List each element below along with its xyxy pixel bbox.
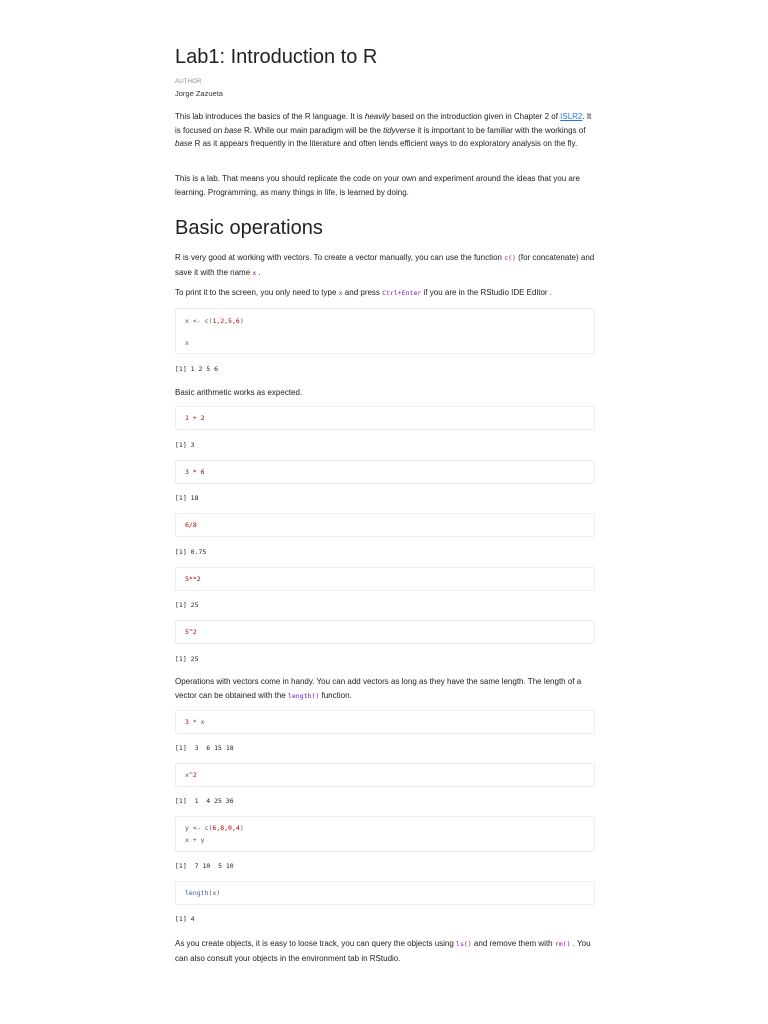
code-block[interactable]: 5**2 xyxy=(175,567,595,591)
code-output: [1] 3 6 15 18 xyxy=(175,744,234,752)
code-block[interactable]: length(x) xyxy=(175,881,595,905)
code-output: [1] 0.75 xyxy=(175,548,207,556)
code-output: [1] 4 xyxy=(175,915,195,923)
paragraph-objects: As you create objects, it is easy to loose track, you can query the objects using ls() and remove them with rm() . You can also consult your objects in the environment tab in RStudio. xyxy=(175,939,591,963)
code-block[interactable]: x^2 xyxy=(175,763,595,787)
code-output: [1] 25 xyxy=(175,601,199,609)
paragraph-vector-ops: Operations with vectors come in handy. You can add vectors as long as they have the same length. The length of a vector can be obtained with the length() function. xyxy=(175,677,582,700)
paragraph-arithmetic: Basic arithmetic works as expected. xyxy=(175,388,303,397)
author-label: AUTHOR xyxy=(175,79,202,85)
section-heading: Basic operations xyxy=(175,217,323,239)
islr2-link[interactable]: ISLR2 xyxy=(560,112,583,121)
intro-paragraph-2: This is a lab. That means you should replicate the code on your own and experiment around the ideas that you are learning. Programming, as many things in life, is learned by doing. xyxy=(175,174,580,197)
code-output: [1] 7 10 5 10 xyxy=(175,862,234,870)
code-output: [1] 1 2 5 6 xyxy=(175,365,219,373)
code-output: [1] 3 xyxy=(175,441,195,449)
code-block[interactable]: 6/8 xyxy=(175,513,595,537)
paragraph-vectors: R is very good at working with vectors. To create a vector manually, you can use the function c() (for concatenate) and save it with the name x . xyxy=(175,253,595,277)
code-output: [1] 25 xyxy=(175,655,199,663)
code-block[interactable]: 1 + 2 xyxy=(175,406,595,430)
code-output: [1] 18 xyxy=(175,494,199,502)
code-block[interactable]: 5^2 xyxy=(175,620,595,644)
code-block[interactable]: x <- c(1,2,5,6) x xyxy=(175,308,595,354)
document-title: Lab1: Introduction to R xyxy=(175,46,378,68)
code-output: [1] 1 4 25 36 xyxy=(175,797,234,805)
intro-paragraph-1: This lab introduces the basics of the R language. It is heavily based on the introduction given in Chapter 2 of ISLR2. It is focused on base R. While our main paradigm will be the tidyverse it is important to be familiar with the workings of base R as it appears frequently in the literature and often lends efficient ways to do exploratory analysis on the fly. xyxy=(175,112,592,148)
paragraph-print: To print it to the screen, you only need to type x and press Ctrl+Enter if you are in the RStudio IDE Editor . xyxy=(175,288,553,297)
code-block[interactable]: 3 * 6 xyxy=(175,460,595,484)
code-block[interactable]: 3 * x xyxy=(175,710,595,734)
author-name: Jorge Zazueta xyxy=(175,89,223,98)
code-block[interactable]: y <- c(6,8,0,4) x + y xyxy=(175,816,595,852)
